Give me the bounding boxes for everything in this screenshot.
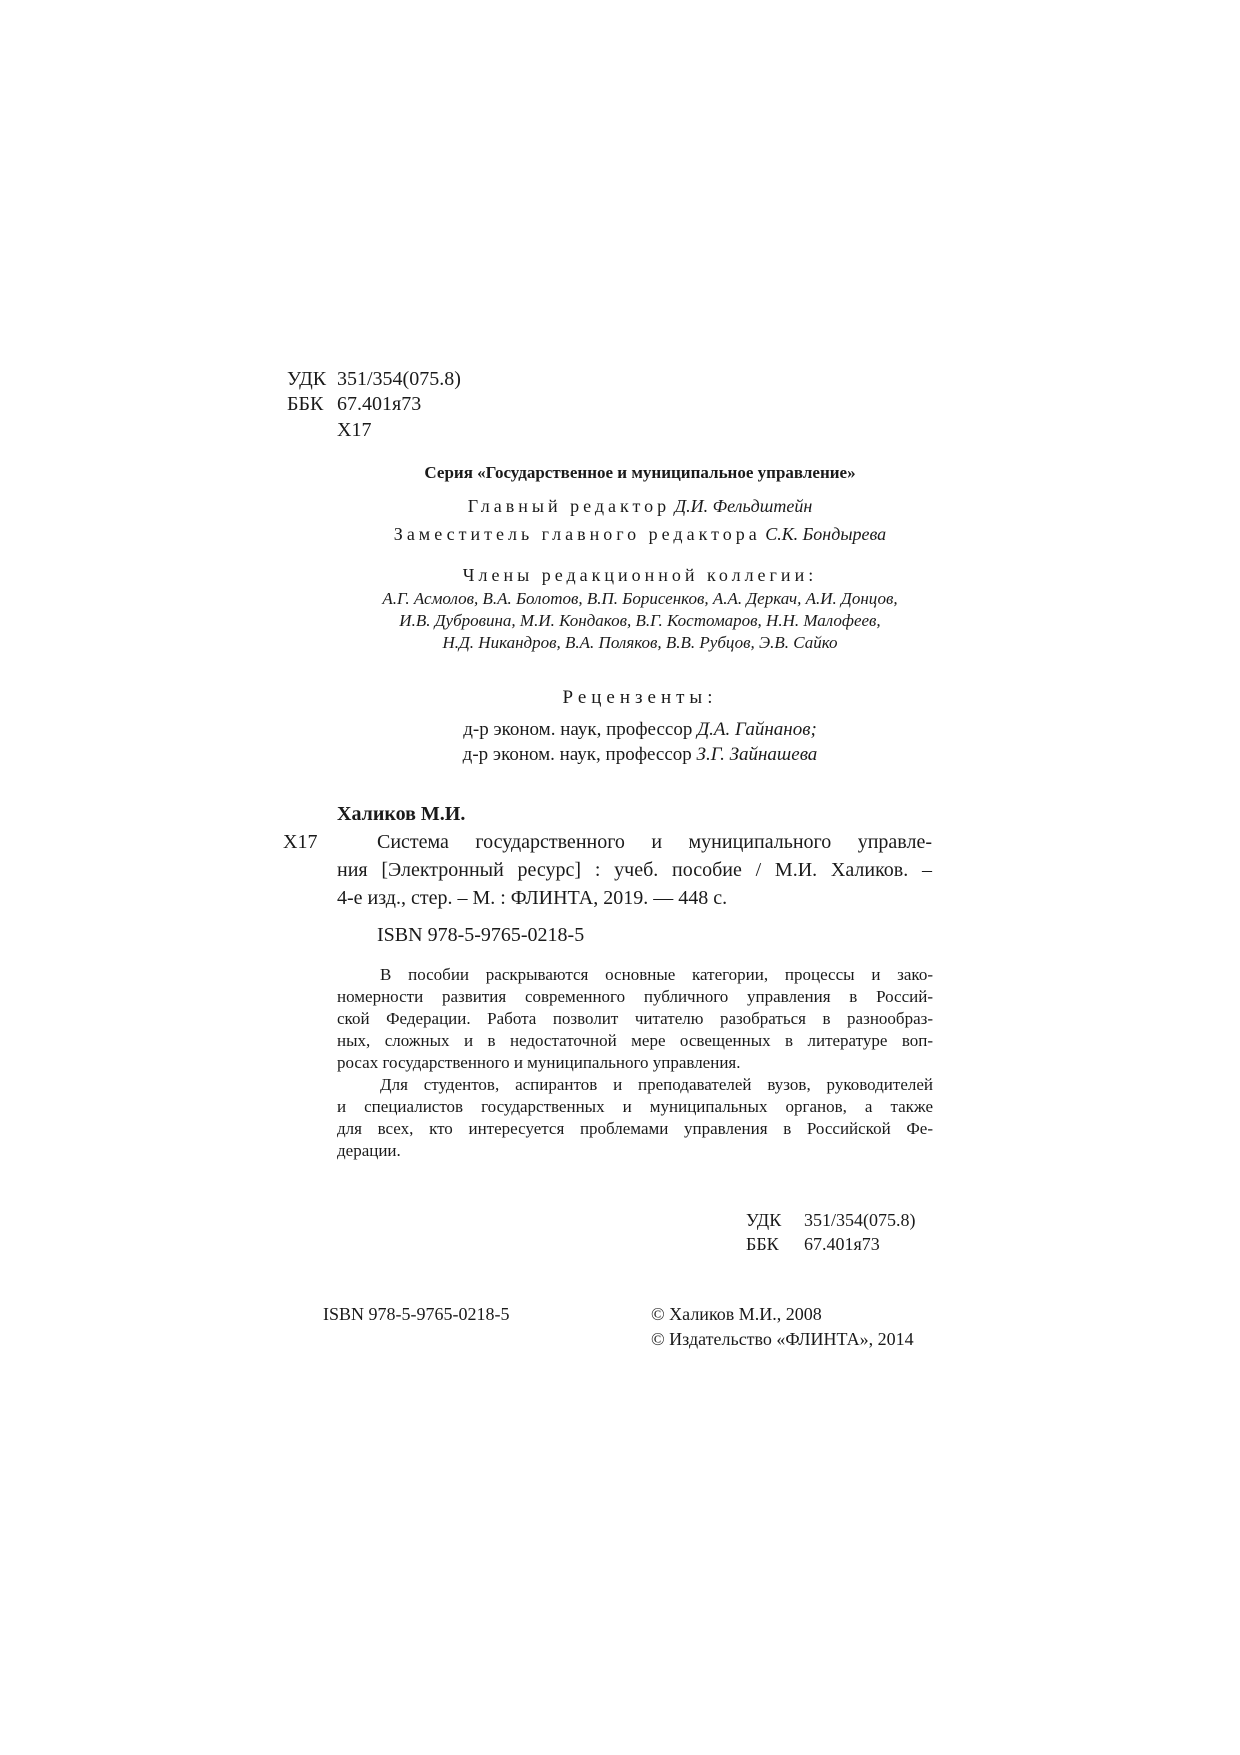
author-mark-top: Х17 <box>337 419 372 441</box>
board-line: А.Г. Асмолов, В.А. Болотов, В.П. Борисенков, А.А. Деркач, А.И. Донцов, <box>382 589 898 608</box>
udk-value: 351/354(075.8) <box>804 1210 916 1230</box>
udk-top <box>287 366 461 392</box>
reviewers-label: Рецензенты: <box>562 687 718 708</box>
udk-bottom <box>746 1209 916 1232</box>
bbk-label: ББК <box>746 1234 779 1254</box>
bbk-label: ББК <box>287 393 324 415</box>
board-label: Члены редакционной коллегии: <box>462 565 818 585</box>
footer-isbn: ISBN 978-5-9765-0218-5 <box>323 1304 510 1324</box>
book-isbn: ISBN 978-5-9765-0218-5 <box>377 924 585 946</box>
author-mark-left: Х17 <box>283 831 318 853</box>
abstract-line: дерации. <box>337 1141 401 1160</box>
board-line: И.В. Дубровина, М.И. Кондаков, В.Г. Костомаров, Н.Н. Малофеев, <box>399 611 881 630</box>
chief-editor-label: Главный редактор <box>467 496 671 516</box>
udk-value: 351/354(075.8) <box>337 368 461 390</box>
abstract-line: номерности развития современного публичного управления в Россий- <box>337 987 933 1006</box>
reviewer-name: Д.А. Гайнанов; <box>697 719 817 740</box>
bbk-top <box>287 391 421 417</box>
abstract-line: и специалистов государственных и муниципальных органов, а также <box>337 1097 933 1116</box>
abstract-line: Для студентов, аспирантов и преподавателей вузов, руководителей <box>380 1075 933 1094</box>
series-title: Серия «Государственное и муниципальное управление» <box>424 463 856 482</box>
reviewer-item <box>330 717 950 742</box>
udk-label: УДК <box>746 1210 782 1230</box>
chief-editor <box>330 495 950 518</box>
abstract-line: росах государственного и муниципального управления. <box>337 1053 741 1072</box>
abstract-line: ных, сложных и в недостаточной мере освещенных в литературе воп- <box>337 1031 933 1050</box>
bib-line: 4-е изд., стер. – М. : ФЛИНТА, 2019. — 448 с. <box>337 887 728 909</box>
bbk-bottom <box>746 1233 880 1256</box>
abstract-line: ской Федерации. Работа позволит читателю разобраться в разнообраз- <box>337 1009 933 1028</box>
bbk-value: 67.401я73 <box>804 1234 880 1254</box>
copyright-author: © Халиков М.И., 2008 <box>651 1304 822 1324</box>
bbk-value: 67.401я73 <box>337 393 422 415</box>
abstract-line: для всех, кто интересуется проблемами управления в Российской Фе- <box>337 1119 933 1138</box>
book-author: Халиков М.И. <box>337 803 466 825</box>
reviewer-name: З.Г. Зайнашева <box>696 744 818 765</box>
bib-line: ния [Электронный ресурс] : учеб. пособие / М.И. Халиков. – <box>337 859 932 881</box>
udk-label: УДК <box>287 368 327 390</box>
bib-line: Система государственного и муниципального управле- <box>377 831 932 853</box>
abstract-line: В пособии раскрываются основные категории, процессы и зако- <box>380 965 933 984</box>
board-line: Н.Д. Никандров, В.А. Поляков, В.В. Рубцов, Э.В. Сайко <box>442 633 838 652</box>
reviewer-title: д-р эконом. наук, профессор <box>463 719 693 740</box>
reviewer-title: д-р эконом. наук, профессор <box>462 744 692 765</box>
deputy-editor <box>330 523 950 546</box>
deputy-editor-name: С.К. Бондырева <box>765 524 887 544</box>
copyright-publisher: © Издательство «ФЛИНТА», 2014 <box>651 1329 914 1349</box>
reviewer-item <box>330 742 950 767</box>
deputy-editor-label: Заместитель главного редактора <box>393 524 761 544</box>
chief-editor-name: Д.И. Фельдштейн <box>674 496 813 516</box>
